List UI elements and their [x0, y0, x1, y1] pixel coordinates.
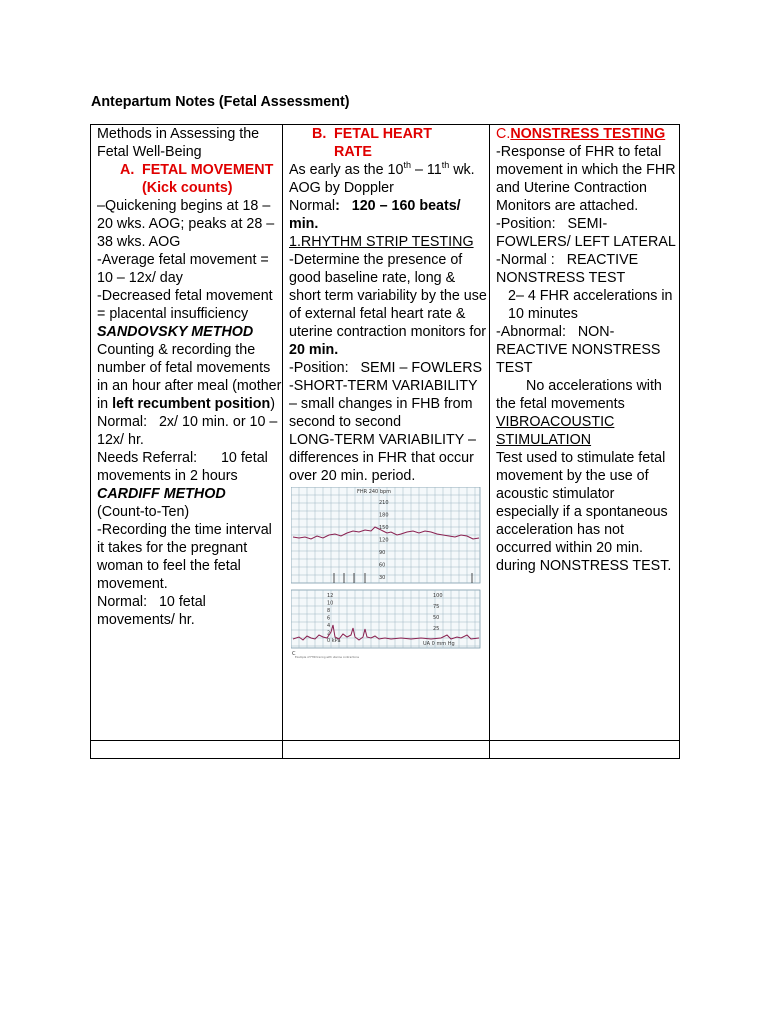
fhr-tick-label: 150	[379, 525, 389, 531]
ua-tick-label-right: 100	[433, 593, 443, 599]
fhr-tick-label: 210	[379, 500, 389, 506]
short-term-text: -SHORT-TERM VARIABILITY – small changes in FHB from second to second	[289, 378, 478, 430]
fhr-tick-label: 180	[379, 512, 389, 519]
column-fetal-heart-rate	[283, 125, 490, 741]
nst-description: -Response of FHR to fetal movement in which the FHR and Uterine Contraction Monitors are attached.	[496, 144, 676, 214]
quickening-text: –Quickening begins at 18 – 20 wks. AOG; peaks at 28 – 38 wks. AOG	[97, 198, 275, 250]
nst-abnormal: -Abnormal: NON-REACTIVE NONSTRESS TEST	[496, 324, 665, 376]
fhr-tick-label: 90	[379, 550, 386, 556]
doppler-text-b: – 11	[410, 162, 442, 178]
fhr-tick-label: 30	[379, 575, 386, 581]
vibroacoustic-heading: VIBROACOUSTIC STIMULATION	[496, 414, 615, 448]
fhr-axis-label: FHR 240 bpm	[357, 489, 392, 495]
heading-number: A.	[120, 162, 135, 178]
sandovsky-text-a: Counting & recording the number of fetal movements in an hour after meal (mother in	[97, 342, 282, 412]
intro-text: Methods in Assessing the Fetal Well-Being	[97, 126, 260, 160]
cardiff-heading: CARDIFF METHOD	[97, 486, 226, 502]
heading-fetal-heart-rate	[289, 125, 489, 161]
rhythm-strip-text-a: -Determine the presence of good baseline rate, long & short term variability by the use of external fetal heart rate & uterine contraction monitors for	[289, 252, 487, 340]
decreased-movement-text: -Decreased fetal movement = placental insufficiency	[97, 288, 273, 322]
page-title: Antepartum Notes (Fetal Assessment)	[91, 94, 350, 110]
doppler-text	[289, 161, 489, 197]
empty-cell	[283, 741, 490, 759]
ua-tick-label-left: 10	[327, 600, 334, 607]
fhr-tick-label: 60	[379, 562, 386, 569]
nst-position: -Position: SEMI-FOWLERS/ LEFT LATERAL	[496, 216, 676, 250]
cardiff-normal: Normal: 10 fetal movements/ hr.	[97, 594, 210, 628]
chart-caption: Example of FHR tracing with uterine contractions	[295, 656, 359, 659]
ua-tick-label-right: 75	[433, 604, 440, 610]
average-movement-text: -Average fetal movement = 10 – 12x/ day	[97, 252, 269, 286]
sandovsky-text	[97, 341, 282, 413]
normal-rate-label: Normal	[289, 198, 336, 214]
ua-tick-label-right: 25	[433, 626, 440, 632]
empty-row	[91, 741, 680, 759]
ua-tick-label-left: 2	[327, 630, 331, 637]
ua-tick-label-right: 50	[433, 615, 440, 621]
sandovsky-text-bold: left recumbent position	[112, 396, 271, 412]
normal-rate-value: : 120 – 160 beats/ min.	[289, 198, 465, 232]
empty-cell	[490, 741, 680, 759]
cardiff-text: -Recording the time interval it takes for the pregnant woman to feel the fetal movement.	[97, 522, 272, 592]
ua-tick-label-left: 4	[327, 623, 331, 629]
nst-normal-detail: 2– 4 FHR accelerations in 10 minutes	[508, 288, 673, 322]
heading-fetal-movement	[97, 161, 282, 197]
heading-letter: C.	[496, 126, 511, 142]
doppler-sup-1: th	[403, 160, 411, 171]
sandovsky-normal: Normal: 2x/ 10 min. or 10 – 12x/ hr.	[97, 414, 282, 448]
notes-row	[91, 125, 680, 741]
heading-label: FETAL HEART RATE	[334, 126, 432, 160]
rhythm-strip-heading: 1.RHYTHM STRIP TESTING	[289, 234, 474, 250]
doppler-text-c: wk. AOG by Doppler	[289, 162, 475, 196]
ua-tick-label-left: 8	[327, 608, 331, 614]
long-term-text: LONG-TERM VARIABILITY – differences in FHR that occur over 20 min. period.	[289, 432, 476, 484]
nst-normal: -Normal : REACTIVE NONSTRESS TEST	[496, 252, 643, 286]
heading-label: NONSTRESS TESTING	[510, 126, 666, 142]
ua-tick-label-left: 0 kPa	[327, 638, 341, 644]
nst-abnormal-detail	[496, 377, 679, 413]
doppler-text-a: As early as the 10	[289, 162, 404, 178]
doppler-sup-2: th	[441, 160, 450, 171]
ua-tick-label-left: 12	[327, 593, 334, 599]
heading-label: FETAL MOVEMENT (Kick counts)	[142, 162, 274, 196]
ua-axis-label: UA 0 mm Hg	[423, 641, 455, 647]
position-text: -Position: SEMI – FOWLERS	[289, 360, 483, 376]
vibroacoustic-text: Test used to stimulate fetal movement by the use of acoustic stimulator especially if a spontaneous acceleration has not occurred within 20 min. during NONSTRESS TEST.	[496, 450, 672, 574]
rhythm-strip-text	[289, 251, 489, 359]
chart-letter: C	[292, 651, 296, 657]
ua-panel	[291, 590, 480, 648]
empty-cell	[91, 741, 283, 759]
heading-nonstress-testing	[496, 125, 679, 143]
notes-table	[90, 124, 680, 759]
nst-abnormal-detail-text: No accelerations with the fetal movements	[496, 378, 662, 412]
column-nonstress-testing	[490, 125, 680, 741]
fhr-tracing-figure	[291, 487, 481, 659]
sandovsky-text-c: )	[270, 396, 275, 412]
fhr-panel	[291, 487, 480, 583]
rhythm-strip-duration: 20 min.	[289, 342, 339, 358]
fhr-tick-label: 120	[379, 537, 389, 544]
heading-number: B.	[312, 126, 327, 142]
normal-rate-text	[289, 197, 489, 233]
column-fetal-movement	[91, 125, 283, 741]
ua-tick-label-left: 6	[327, 615, 331, 622]
sandovsky-heading: SANDOVSKY METHOD	[97, 324, 254, 340]
cardiff-subtitle: (Count-to-Ten)	[97, 504, 190, 520]
sandovsky-referral: Needs Referral: 10 fetal movements in 2 hours	[97, 450, 272, 484]
